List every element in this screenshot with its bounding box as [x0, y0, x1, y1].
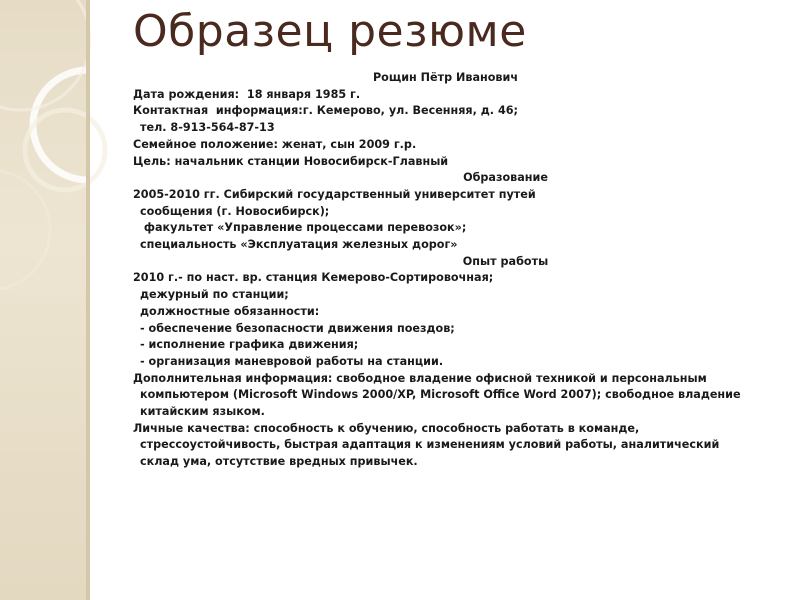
- experience-line: - организация маневровой работы на станции.: [140, 354, 444, 368]
- additional-info: Дополнительная информация: свободное владение офисной техникой и персональным компьютером (Microsoft Windows 2000/XP, Microsoft Office Word 2007); свободное владение китайским языком.: [133, 371, 741, 419]
- resume-body: [133, 70, 758, 471]
- education-heading: Образование: [463, 171, 548, 185]
- career-goal: Цель: начальник станции Новосибирск-Главный: [133, 154, 449, 168]
- page-title: Образец резюме: [133, 6, 527, 57]
- education-line: факультет «Управление процессами перевозок»;: [140, 221, 467, 235]
- birth-date: Дата рождения: 18 января 1985 г.: [133, 87, 361, 101]
- experience-line: - обеспечение безопасности движения поездов;: [140, 321, 455, 335]
- family-status: Семейное положение: женат, сын 2009 г.р.: [133, 137, 417, 151]
- education-line: сообщения (г. Новосибирск);: [140, 204, 330, 218]
- phone: тел. 8-913-564-87-13: [140, 121, 275, 135]
- decorative-circles: [0, 0, 130, 600]
- experience-line: дежурный по станции;: [140, 288, 289, 302]
- experience-heading: Опыт работы: [462, 254, 549, 268]
- experience-line: - исполнение графика движения;: [140, 338, 359, 352]
- experience-line: должностные обязанности:: [140, 304, 320, 318]
- contact-info: Контактная информация:г. Кемерово, ул. Весенняя, д. 46;: [133, 104, 518, 118]
- education-line: специальность «Эксплуатация железных дорог»: [140, 238, 458, 252]
- candidate-name: Рощин Пётр Иванович: [372, 71, 519, 84]
- experience-line: 2010 г.- по наст. вр. станция Кемерово-Сортировочная;: [133, 271, 494, 285]
- personal-qualities: Личные качества: способность к обучению, способность работать в команде, стрессоустойчивость, быстрая адаптация к изменениям условий работы, аналитический склад ума, отсутствие вредных привычек.: [133, 421, 720, 469]
- education-line: 2005-2010 гг. Сибирский государственный университет путей: [133, 187, 536, 201]
